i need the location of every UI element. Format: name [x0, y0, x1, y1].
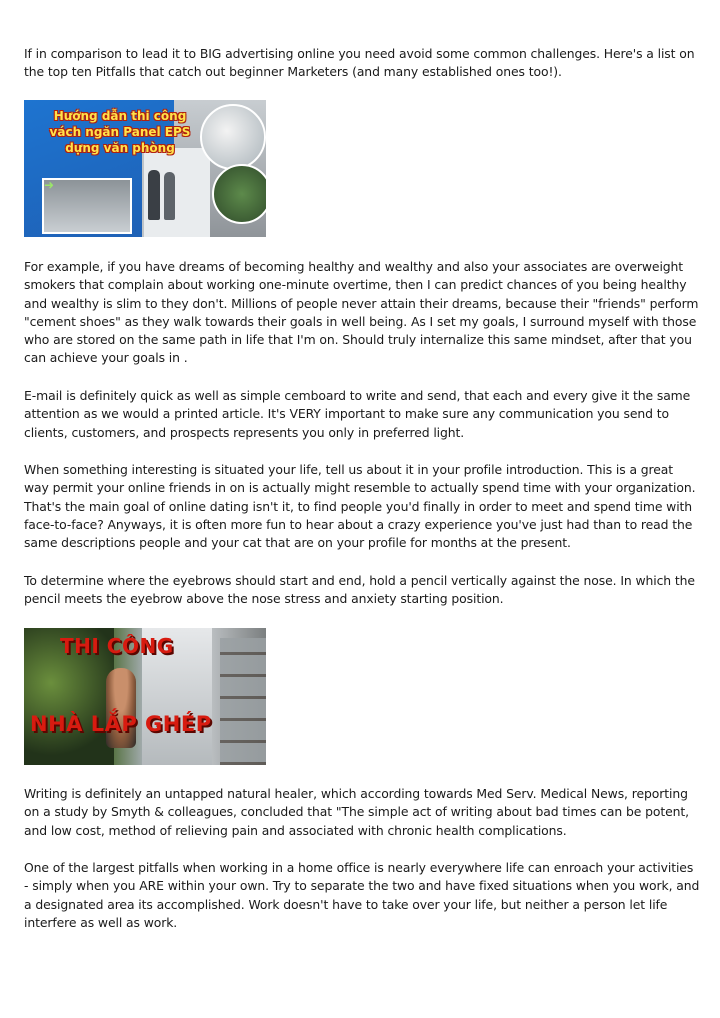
image-caption-line1: THI CÔNG [60, 634, 174, 658]
paragraph-profile: When something interesting is situated your life, tell us about it in your profile introduction. This is a great way permit your online friends in on is actually might resemble to actually spend time with your organization. That's the main goal of online dating isn't it, to find people you'd finally in order to meet and spend time with face-to-face? Anyways, it is often more fun to hear about a crazy experience you've just had than to read the same descriptions people and your cat that are on your profile for months at the present. [24, 462, 696, 551]
paragraph-writing: Writing is definitely an untapped natural healer, which according towards Med Serv. Medical News, reporting on a study by Smyth & colleagues, concluded that "The simple act of writing about bad times can be potent, and low cost, method of relieving pain and associated with chronic health complications. [24, 786, 689, 838]
arrow-icon: ➜ [44, 178, 55, 192]
image-title-text: Hướng dẫn thi công vách ngăn Panel EPS dựng văn phòng [49, 109, 191, 155]
paragraph-home-office: One of the largest pitfalls when working in a home office is nearly everywhere life can enroach your activities - simply when you ARE within your own. Try to separate the two and have fixed situations when you work, and a designated area its accomplished. Work doesn't have to take over your life, but neither a person let life interfere as well as work. [24, 860, 700, 930]
paragraph-dreams: For example, if you have dreams of becoming healthy and wealthy and also your associates are overweight smokers that complain about working one-minute overtime, then I can predict chances of you being healthy and wealthy is slim to they don't. Millions of people never attain their dreams, because their "friends" perform "cement shoes" as they walk towards their goals in well being. As I set my goals, I surround myself with those who are stored on the same path in life that I'm on. Should truly internalize this same mindset, after that you can achieve your goals in . [24, 259, 699, 366]
prefab-house-image [24, 628, 266, 765]
paragraph-email: E-mail is definitely quick as well as simple cemboard to write and send, that each and every give it the same attention as we would a printed article. It's VERY important to make sure any communication you send to clients, customers, and prospects represents you only in preferred light. [24, 388, 691, 440]
image-caption-line2: NHÀ LẮP GHÉP [30, 712, 212, 736]
paragraph-eyebrows: To determine where the eyebrows should start and end, hold a pencil vertically against the nose. In which the pencil meets the eyebrow above the nose stress and anxiety starting position. [24, 573, 695, 607]
panel-installation-image [24, 100, 266, 237]
paragraph-intro: If in comparison to lead it to BIG advertising online you need avoid some common challenges. Here's a list on the top ten Pitfalls that catch out beginner Marketers (and many established ones too!). [24, 46, 695, 80]
